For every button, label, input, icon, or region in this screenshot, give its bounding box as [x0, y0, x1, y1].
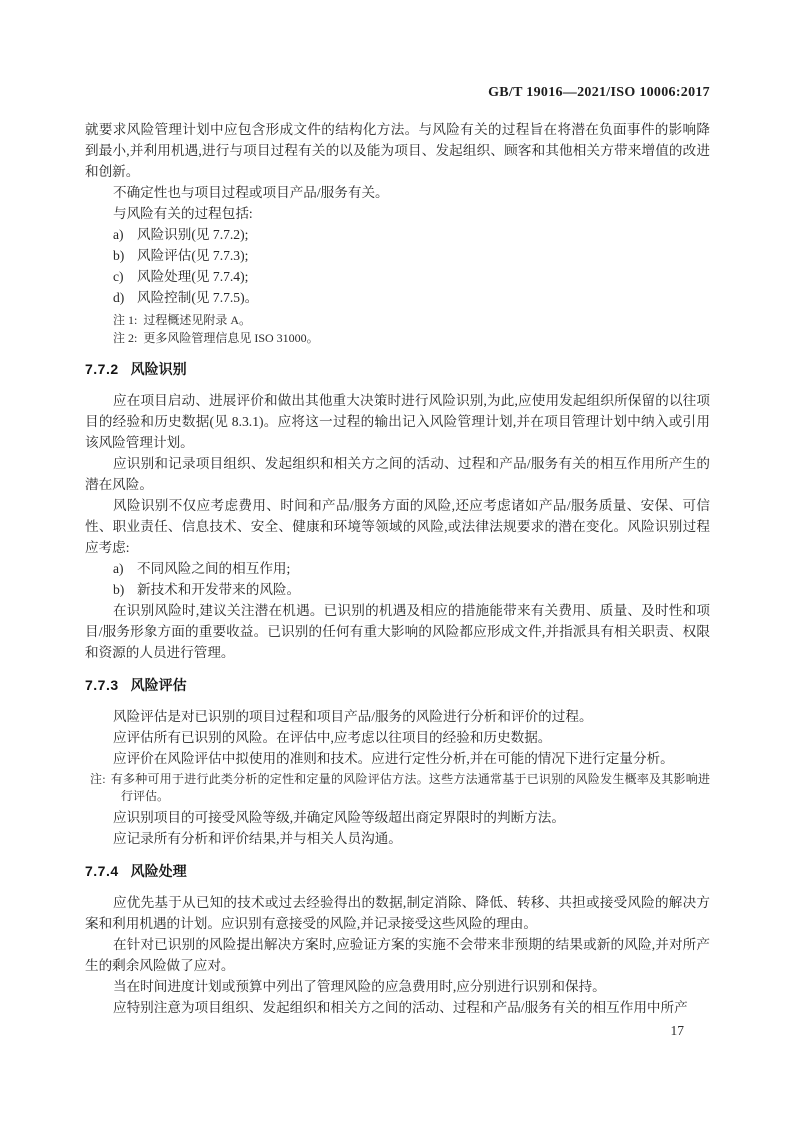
list-marker: a): [113, 227, 124, 242]
paragraph: 当在时间进度计划或预算中列出了管理风险的应急费用时,应分别进行识别和保持。: [113, 979, 606, 994]
list-text: 风险控制(见 7.7.5)。: [137, 290, 259, 305]
note-marker: 注 1:: [113, 313, 138, 327]
list-item: [85, 245, 710, 266]
section-number: 7.7.3: [85, 677, 119, 693]
paragraph: 在识别风险时,建议关注潜在机遇。已识别的机遇及相应的措施能带来有关费用、质量、及时性和项目/服务形象方面的重要收益。已识别的任何有重大影响的风险都应形成文件,并指派具有相关职责、权限和资源的人员进行管理。: [85, 603, 710, 660]
paragraph: 应评价在风险评估中拟使用的准则和技术。应进行定性分析,并在可能的情况下进行定量分析。: [113, 751, 674, 766]
paragraph: 应特别注意为项目组织、发起组织和相关方之间的活动、过程和产品/服务有关的相互作用中所产: [113, 1000, 688, 1015]
list-item: [85, 224, 710, 245]
section-number: 7.7.4: [85, 863, 119, 879]
note-1: [113, 311, 710, 329]
list-text: 风险识别(见 7.7.2);: [137, 227, 249, 242]
list-text: 不同风险之间的相互作用;: [137, 561, 291, 576]
section-heading-risk-assessment: [85, 676, 710, 695]
list-item: [85, 287, 710, 308]
list-marker: b): [113, 582, 125, 597]
note-text: 有多种可用于进行此类分析的定性和定量的风险评估方法。这些方法通常基于已识别的风险发生概率及其影响进行评估。: [110, 772, 710, 803]
page-number: 17: [670, 1023, 684, 1038]
paragraph: 风险评估是对已识别的项目过程和项目产品/服务的风险进行分析和评价的过程。: [113, 709, 593, 724]
paragraph: 应评估所有已识别的风险。在评估中,应考虑以往项目的经验和历史数据。: [113, 730, 552, 745]
paragraph: 应优先基于从已知的技术或过去经验得出的数据,制定消除、降低、转移、共担或接受风险的解决方案和利用机遇的计划。应识别有意接受的风险,并记录接受这些风险的理由。: [85, 895, 710, 931]
note-marker: 注:: [90, 772, 106, 786]
note-text: 过程概述见附录 A。: [143, 313, 252, 327]
list-marker: c): [113, 269, 124, 284]
list-marker: b): [113, 248, 125, 263]
note: [90, 771, 710, 805]
note-2: [113, 329, 710, 347]
list-marker: d): [113, 290, 125, 305]
section-number: 7.7.2: [85, 361, 119, 377]
note-text: 更多风险管理信息见 ISO 31000。: [143, 331, 319, 345]
standard-number-header: GB/T 19016—2021/ISO 10006:2017: [488, 85, 710, 100]
list-item: [85, 558, 710, 579]
paragraph: 应识别和记录项目组织、发起组织和相关方之间的活动、过程和产品/服务有关的相互作用所产生的潜在风险。: [85, 456, 710, 492]
paragraph: 应记录所有分析和评价结果,并与相关人员沟通。: [113, 831, 402, 846]
section-title: 风险处理: [130, 863, 187, 879]
paragraph-risk-processes-lead-in: 与风险有关的过程包括:: [113, 206, 253, 221]
paragraph: 应在项目启动、进展评价和做出其他重大决策时进行风险识别,为此,应使用发起组织所保留的以往项目的经验和历史数据(见 8.3.1)。应将这一过程的输出记入风险管理计划,并在项目管理计划中纳入或引用该风险管理计划。: [85, 393, 710, 450]
notes-block: [113, 311, 710, 347]
list-item: [85, 266, 710, 287]
paragraph-intro-continuation: 就要求风险管理计划中应包含形成文件的结构化方法。与风险有关的过程旨在将潜在负面事件的影响降到最小,并利用机遇,进行与项目过程有关的以及能为项目、发起组织、顾客和其他相关方带来增值的改进和创新。: [85, 122, 710, 179]
list-text: 风险处理(见 7.7.4);: [137, 269, 249, 284]
list-marker: a): [113, 561, 124, 576]
list-item: [85, 579, 710, 600]
list-text: 风险评估(见 7.7.3);: [137, 248, 249, 263]
paragraph-uncertainty: 不确定性也与项目过程或项目产品/服务有关。: [113, 185, 389, 200]
paragraph: 风险识别不仅应考虑费用、时间和产品/服务方面的风险,还应考虑诸如产品/服务质量、安保、可信性、职业责任、信息技术、安全、健康和环境等领域的风险,或法律法规要求的潜在变化。风险识别过程应考虑:: [85, 498, 710, 555]
paragraph: 应识别项目的可接受风险等级,并确定风险等级超出商定界限时的判断方法。: [113, 810, 565, 825]
section-title: 风险识别: [130, 361, 187, 377]
list-text: 新技术和开发带来的风险。: [137, 582, 301, 597]
section-heading-risk-identification: [85, 360, 710, 379]
note-marker: 注 2:: [113, 331, 138, 345]
section-title: 风险评估: [130, 677, 187, 693]
risk-identification-considerations-list: [85, 558, 710, 600]
risk-process-list: [85, 224, 710, 308]
paragraph: 在针对已识别的风险提出解决方案时,应验证方案的实施不会带来非预期的结果或新的风险,并对所产生的剩余风险做了应对。: [85, 937, 710, 973]
section-heading-risk-treatment: [85, 862, 710, 881]
